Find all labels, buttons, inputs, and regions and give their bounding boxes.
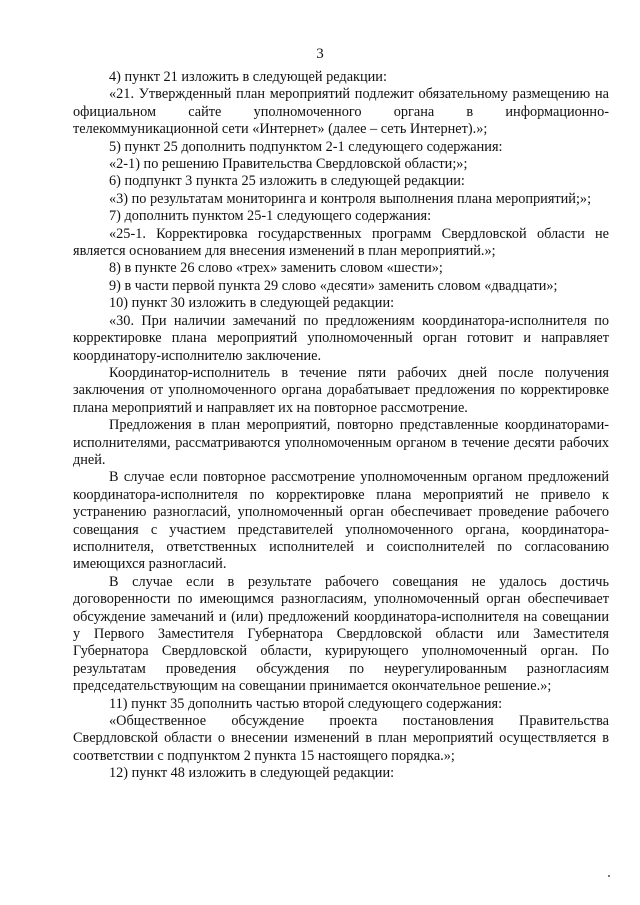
paragraph: «Общественное обсуждение проекта постановления Правительства Свердловской области о внесении изменений в план мероприятий осуществляется в соответствии с подпунктом 2 пункта 15 настоящего порядка.»;	[73, 713, 609, 764]
paragraph: 5) пункт 25 дополнить подпунктом 2-1 следующего содержания:	[109, 138, 503, 155]
paragraph: Координатор-исполнитель в течение пяти рабочих дней после получения заключения от уполномоченного органа дорабатывает предложения по корректировке плана мероприятий и направляет их на повторное рассмотрение.	[73, 364, 609, 416]
document-body	[73, 69, 609, 783]
paragraph: 9) в части первой пункта 29 слово «десяти» заменить словом «двадцати»;	[109, 277, 558, 294]
paragraph: «2-1) по решению Правительства Свердловской области;»;	[109, 156, 468, 173]
paragraph: 12) пункт 48 изложить в следующей редакции:	[109, 765, 395, 782]
paragraph: «21. Утвержденный план мероприятий подлежит обязательному размещению на официальном сайте уполномоченного органа в информационно-телекоммуникационной сети «Интернет» (далее – сеть Интернет).»;	[73, 86, 609, 138]
paragraph: «30. При наличии замечаний по предложениям координатора-исполнителя по корректировке плана мероприятий уполномоченный орган готовит и направляет координатору-исполнителю заключение.	[73, 312, 609, 364]
paragraph: Предложения в план мероприятий, повторно представленные координаторами-исполнителями, рассматриваются уполномоченным органом в течение десяти рабочих дней.	[73, 417, 609, 468]
paragraph: 7) дополнить пунктом 25-1 следующего содержания:	[109, 208, 432, 225]
paragraph: В случае если в результате рабочего совещания не удалось достичь договоренности по имеющимся разногласиям, уполномоченный орган обеспечивает обсуждение замечаний и (или) предложений координатора-исполнителя на совещании у Первого Заместителя Губернатора Свердловской области или Заместителя Губернатора Свердловской области, курирующего уполномоченный орган. По результатам проведения обсуждения по неурегулированным разногласиям председательствующим на совещании принимается окончательное решение.»;	[73, 573, 609, 695]
paragraph: «25-1. Корректировка государственных программ Свердловской области не является основанием для внесения изменений в план мероприятий.»;	[73, 225, 609, 260]
paragraph: 11) пункт 35 дополнить частью второй следующего содержания:	[109, 695, 503, 712]
paragraph: 8) в пункте 26 слово «трех» заменить словом «шести»;	[109, 260, 443, 277]
scan-dot	[608, 875, 610, 877]
page-number: 3	[316, 46, 324, 62]
paragraph: 6) подпункт 3 пункта 25 изложить в следующей редакции:	[109, 173, 465, 190]
paragraph: «3) по результатам мониторинга и контроля выполнения плана мероприятий;»;	[109, 190, 592, 207]
paragraph: В случае если повторное рассмотрение уполномоченным органом предложений координатора-исполнителя по корректировке плана мероприятий не привело к устранению разногласий, уполномоченный орган обеспечивает проведение рабочего совещания с участием представителей уполномоченного органа, координатора-исполнителя, ответственных исполнителей и соисполнителей по согласованию имеющихся разногласий.	[73, 469, 609, 573]
paragraph: 4) пункт 21 изложить в следующей редакции:	[109, 69, 387, 85]
paragraph: 10) пункт 30 изложить в следующей редакции:	[109, 295, 395, 312]
